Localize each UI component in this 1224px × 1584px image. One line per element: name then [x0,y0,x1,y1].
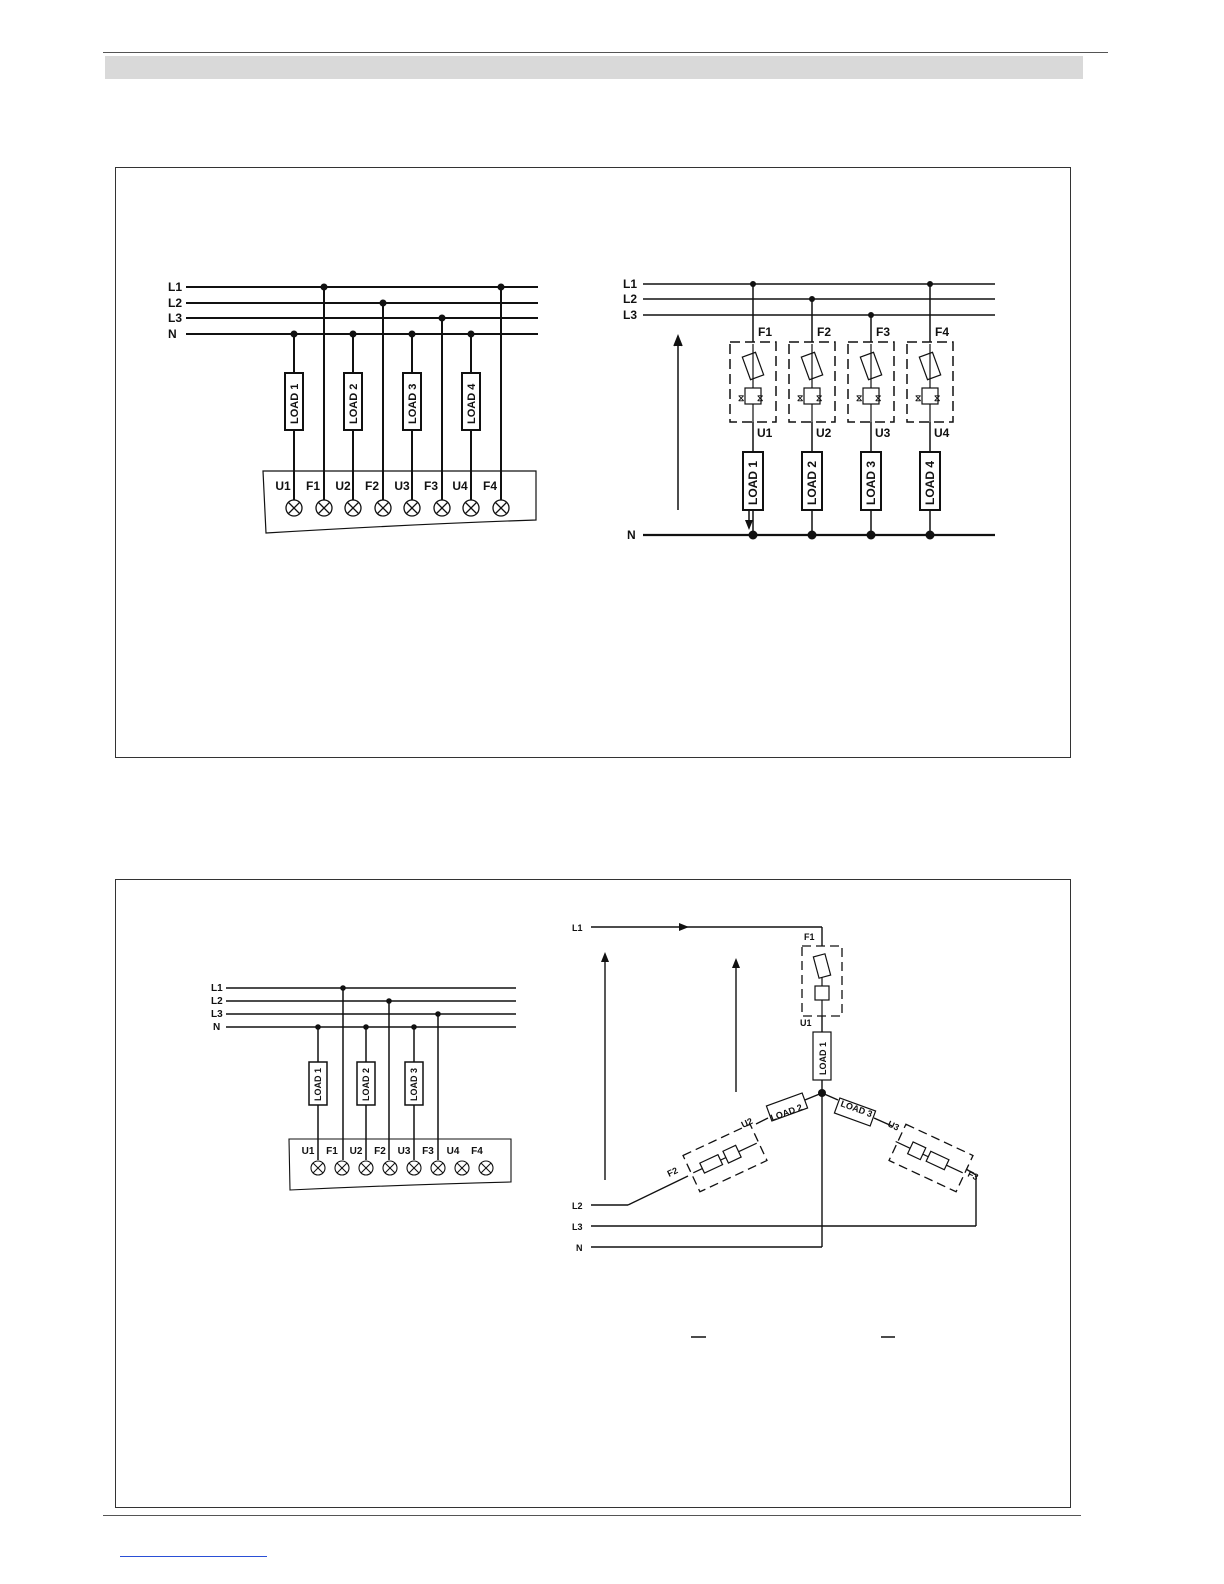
f1-label-l1: L1 [168,280,183,294]
terminal-screw [383,1161,397,1175]
terminal-screw [375,500,391,516]
bottom-rule [103,1515,1081,1516]
f1-fuse-f4: F4 [935,325,950,339]
footer-link-underline[interactable] [120,1556,267,1557]
f1-load-3: LOAD 3 [407,383,419,424]
f2-star-n: N [576,1243,583,1253]
f2-terminal-f2: F2 [374,1146,386,1157]
f2-terminal-u4: U4 [446,1146,460,1157]
f2-terminal-u2: U2 [349,1146,363,1157]
svg-text:⧖: ⧖ [875,393,882,403]
f1-out-u1: U1 [757,426,773,440]
f1-label-l3: L3 [168,311,183,325]
f2-terminal-f1: F1 [326,1146,338,1157]
fuse-symbol [742,344,763,422]
f2-star-u2: U2 [739,1115,755,1130]
terminal-screw [345,500,361,516]
figure-2-frame [115,879,1071,1508]
figure-1-frame [115,167,1071,758]
f1-fuse-f2: F2 [817,325,832,339]
f1-load-1: LOAD 1 [289,383,301,424]
svg-text:⧖: ⧖ [757,393,764,403]
f1-terminal-f4: F4 [482,479,498,493]
svg-text:⧖: ⧖ [856,393,863,403]
f1-sch-load-2: LOAD 2 [805,460,819,505]
f2-label-l2: L2 [211,996,223,1007]
f2-label-n: N [213,1022,221,1033]
terminal-screw [316,500,332,516]
f1-out-u2: U2 [816,426,832,440]
f1-terminal-u3: U3 [394,479,410,493]
terminal-screw [434,500,450,516]
f1-sch-n: N [627,528,636,542]
terminal-screw [463,500,479,516]
f1-sch-l1: L1 [623,277,638,291]
f1-fuse-f1: F1 [758,325,773,339]
f2-terminal-u3: U3 [397,1146,411,1157]
terminal-screw [359,1161,373,1175]
f1-terminal-f1: F1 [305,479,321,493]
f1-fuse-f3: F3 [876,325,891,339]
fuse-symbol [860,344,881,422]
f1-terminal-u1: U1 [275,479,291,493]
svg-text:⧖: ⧖ [934,393,941,403]
terminal-screw [455,1161,469,1175]
f2-star-l3: L3 [572,1222,583,1232]
terminal-screw [335,1161,349,1175]
f2-star-load-2: LOAD 2 [769,1102,804,1123]
terminal-screw [311,1161,325,1175]
f1-load-2: LOAD 2 [348,383,360,424]
fuse-symbol [919,344,940,422]
f1-out-u3: U3 [875,426,891,440]
f1-sch-load-3: LOAD 3 [864,460,878,505]
f1-label-n: N [168,327,177,341]
f2-star-l1: L1 [572,923,583,933]
f2-star-l2: L2 [572,1201,583,1211]
f2-star-f3: F3 [966,1168,980,1183]
terminal-screw [286,500,302,516]
svg-text:⧖: ⧖ [738,393,745,403]
terminal-screw [404,500,420,516]
svg-text:⧖: ⧖ [816,393,823,403]
terminal-screw [493,500,509,516]
f2-load-3: LOAD 3 [409,1067,419,1101]
f1-terminal-u4: U4 [452,479,468,493]
f1-terminal-u2: U2 [335,479,351,493]
f1-label-l2: L2 [168,296,183,310]
top-rule [103,52,1108,53]
f2-star-u3: U3 [886,1118,901,1133]
header-band [105,56,1083,79]
f2-star-f2: F2 [665,1165,680,1179]
f1-load-4: LOAD 4 [466,383,478,424]
f2-load-2: LOAD 2 [361,1067,371,1101]
f1-sch-load-1: LOAD 1 [746,460,760,505]
f2-star-load-1: LOAD 1 [818,1041,828,1075]
f2-star-u1: U1 [800,1018,812,1028]
f2-load-1: LOAD 1 [313,1067,323,1101]
f1-sch-load-4: LOAD 4 [923,460,937,505]
f2-label-l3: L3 [211,1009,223,1020]
f2-terminal-f3: F3 [422,1146,434,1157]
terminal-screw [407,1161,421,1175]
f2-star-f1: F1 [804,932,815,942]
terminal-screw [431,1161,445,1175]
f1-out-u4: U4 [934,426,950,440]
figure-2-svg [116,880,1072,1509]
f2-terminal-u1: U1 [301,1146,315,1157]
f2-terminal-f4: F4 [471,1146,483,1157]
fuse-symbol [801,344,822,422]
f2-star-load-3: LOAD 3 [839,1098,874,1120]
terminal-screw [479,1161,493,1175]
f1-sch-l3: L3 [623,308,638,322]
svg-text:⧖: ⧖ [915,393,922,403]
figure-1-svg [116,168,1072,759]
f2-label-l1: L1 [211,983,223,994]
f1-terminal-f2: F2 [364,479,380,493]
f1-terminal-f3: F3 [423,479,439,493]
svg-text:⧖: ⧖ [797,393,804,403]
f1-sch-l2: L2 [623,292,638,306]
